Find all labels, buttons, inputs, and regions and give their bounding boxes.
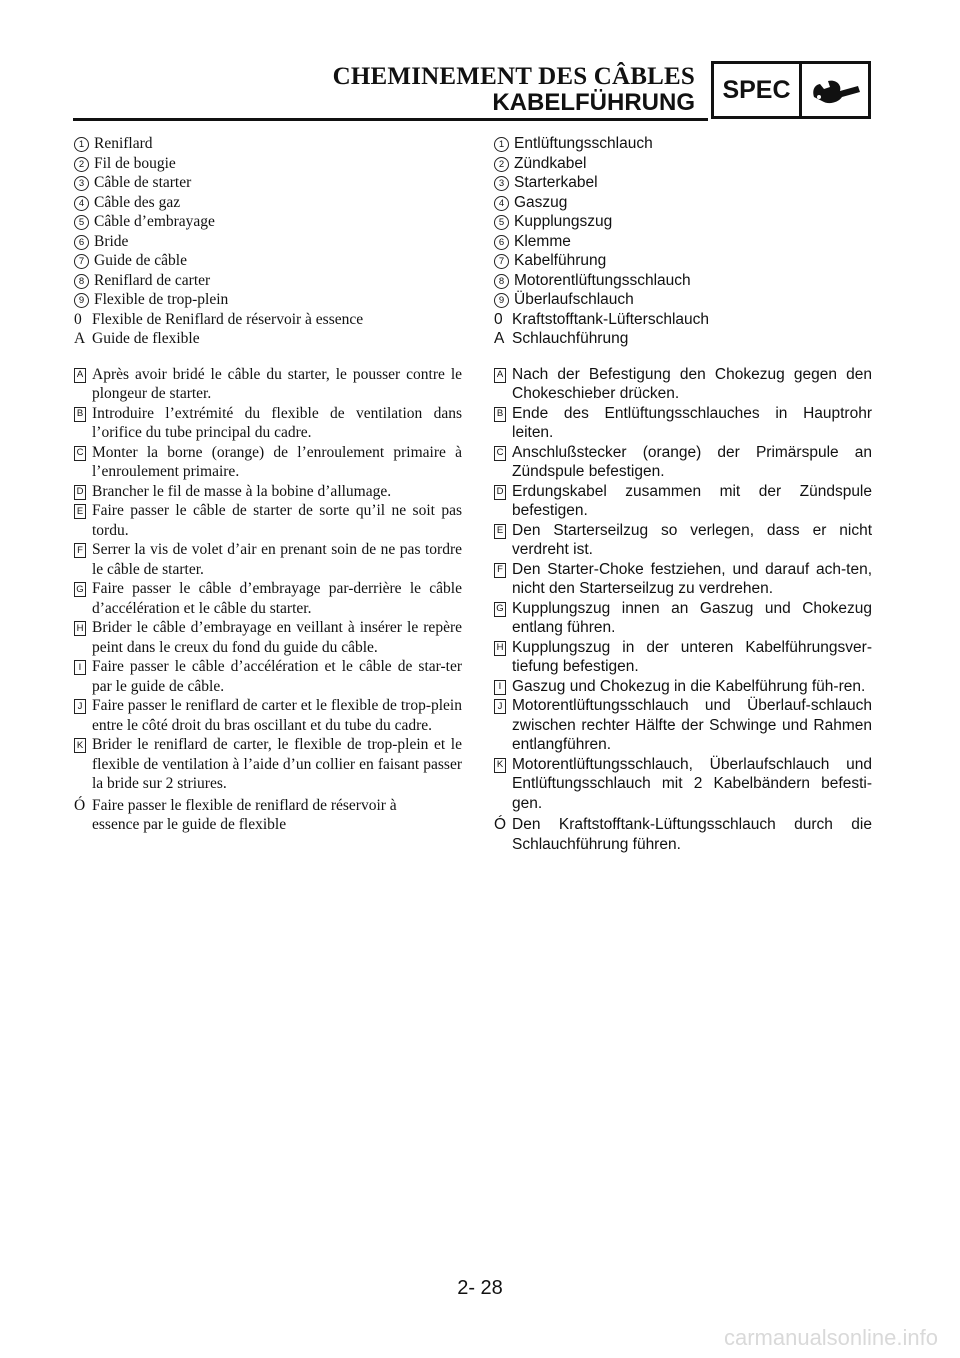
note-text: Ende des Entlüftungsschlauches in Hauptrohr leiten. bbox=[512, 404, 872, 441]
list-item bbox=[74, 173, 462, 193]
list-item bbox=[494, 212, 872, 232]
note-text: Anschlußstecker (orange) der Primärspule an Zündspule befestigen. bbox=[512, 443, 872, 480]
note-text: Faire passer le câble d’accélération et le câble de star-ter par le guide de câble. bbox=[92, 658, 462, 695]
note-text: Kupplungszug in der unteren Kabelführungsver-tiefung befestigen. bbox=[512, 638, 872, 675]
part-label: Reniflard bbox=[94, 135, 153, 152]
list-item bbox=[74, 290, 462, 310]
list-item bbox=[74, 365, 462, 404]
list-item bbox=[494, 560, 872, 599]
note-letter: K bbox=[494, 758, 506, 773]
part-label: Motorentlüftungsschlauch bbox=[514, 271, 691, 289]
callout-number: 4 bbox=[74, 196, 89, 211]
note-letter: G bbox=[494, 602, 506, 617]
note-text: Kupplungszug innen an Gaszug und Chokezug entlang führen. bbox=[512, 599, 872, 636]
spec-label: SPEC bbox=[714, 64, 802, 116]
page-number: 2- 28 bbox=[457, 1277, 503, 1299]
part-label: Starterkabel bbox=[514, 174, 598, 191]
list-item bbox=[74, 251, 462, 271]
part-label: Überlaufschlauch bbox=[514, 291, 634, 308]
list-item bbox=[494, 521, 872, 560]
list-item bbox=[494, 599, 872, 638]
list-item bbox=[494, 696, 872, 755]
part-label: Guide de flexible bbox=[92, 330, 200, 347]
list-item bbox=[74, 271, 462, 291]
list-item bbox=[74, 404, 462, 443]
note-text: Serrer la vis de volet d’air en prenant soin de ne pas tordre le câble de starter. bbox=[92, 541, 462, 578]
list-item bbox=[74, 501, 462, 540]
note-letter: A bbox=[74, 368, 86, 383]
list-item bbox=[494, 154, 872, 174]
note-text: Motorentlüftungsschlauch und Überlauf-schlauch zwischen rechter Hälfte der Schwinge und Rahmen entlangführen. bbox=[512, 697, 872, 753]
note-letter: J bbox=[494, 699, 506, 714]
list-item bbox=[74, 796, 462, 835]
callout-number: 0 bbox=[74, 310, 82, 328]
note-text: Faire passer le flexible de reniflard de réservoir à essence par le guide de flexible bbox=[92, 796, 397, 833]
section-title-fr: CHEMINEMENT DES CÂBLES bbox=[332, 63, 695, 90]
list-item bbox=[74, 310, 462, 330]
part-label: Fil de bougie bbox=[94, 154, 176, 172]
callout-number: 9 bbox=[74, 293, 89, 308]
callout-number: 2 bbox=[494, 157, 509, 172]
note-letter: J bbox=[74, 699, 86, 714]
callout-number: A bbox=[74, 330, 86, 347]
note-text: Den Starter-Choke festziehen, und darauf ach-ten, nicht den Starterseilzug zu verdrehen. bbox=[512, 560, 872, 597]
note-letter: C bbox=[494, 446, 506, 461]
callout-number: 8 bbox=[74, 274, 89, 289]
callout-number: 4 bbox=[494, 196, 509, 211]
list-item bbox=[494, 677, 872, 697]
callout-number: A bbox=[494, 330, 505, 347]
list-item bbox=[74, 212, 462, 232]
list-item bbox=[494, 271, 872, 291]
note-letter: I bbox=[494, 680, 506, 695]
list-item bbox=[494, 365, 872, 404]
list-item bbox=[494, 815, 872, 854]
note-text: Après avoir bridé le câble du starter, le pousser contre le plongeur de starter. bbox=[92, 365, 462, 402]
list-item bbox=[494, 443, 872, 482]
list-item bbox=[74, 232, 462, 252]
note-text: Den Kraftstofftank-Lüftungsschlauch durch die Schlauchführung führen. bbox=[512, 816, 872, 853]
note-text: Faire passer le câble de starter de sorte qu’il ne soit pas tordu. bbox=[92, 502, 462, 539]
part-label: Kraftstofftank-Lüfterschlauch bbox=[512, 310, 710, 328]
note-text: Brider le reniflard de carter, le flexible de trop-plein et le flexible de ventilation à l’aide d’un collier en faisant passer la bride sur 2 striures. bbox=[92, 736, 462, 792]
note-letter: I bbox=[74, 660, 86, 675]
list-item bbox=[74, 540, 462, 579]
part-label: Gaszug bbox=[514, 193, 568, 211]
list-item bbox=[74, 657, 462, 696]
wrench-icon bbox=[802, 64, 868, 116]
list-item bbox=[74, 735, 462, 794]
callout-number: 5 bbox=[74, 215, 89, 230]
part-label: Guide de câble bbox=[94, 252, 187, 269]
list-item bbox=[494, 251, 872, 271]
french-column bbox=[74, 134, 462, 835]
list-item bbox=[74, 579, 462, 618]
note-letter: E bbox=[74, 504, 86, 519]
note-text: Faire passer le câble d’embrayage par-derrière le câble d’accélération et le câble du starter. bbox=[92, 580, 462, 617]
list-item bbox=[74, 696, 462, 735]
part-label: Kupplungszug bbox=[514, 213, 613, 230]
list-item bbox=[74, 134, 462, 154]
note-text: Gaszug und Chokezug in die Kabelführung füh-ren. bbox=[512, 677, 866, 695]
list-item bbox=[494, 638, 872, 677]
list-item bbox=[494, 193, 872, 213]
callout-number: 5 bbox=[494, 215, 509, 230]
callout-number: 2 bbox=[74, 157, 89, 172]
part-label: Flexible de trop-plein bbox=[94, 291, 229, 308]
parts-list-de bbox=[494, 134, 872, 349]
note-text: Den Starterseilzug so verlegen, dass er nicht verdreht ist. bbox=[512, 521, 872, 558]
callout-number: 6 bbox=[494, 235, 509, 250]
list-item bbox=[494, 173, 872, 193]
part-label: Câble des gaz bbox=[94, 193, 181, 211]
note-text: Monter la borne (orange) de l’enroulement primaire à l’enroulement primaire. bbox=[92, 443, 462, 480]
part-label: Flexible de Reniflard de réservoir à essence bbox=[92, 310, 364, 328]
callout-number: 9 bbox=[494, 293, 509, 308]
header-rule bbox=[73, 118, 708, 121]
note-letter: B bbox=[74, 407, 86, 422]
section-title-de: KABELFÜHRUNG bbox=[492, 89, 695, 116]
note-letter: H bbox=[74, 621, 86, 636]
part-label: Zündkabel bbox=[514, 154, 587, 172]
note-letter: Ó bbox=[74, 796, 86, 814]
note-text: Introduire l’extrémité du flexible de ventilation dans l’orifice du tube principal du cadre. bbox=[92, 404, 462, 441]
note-text: Brider le câble d’embrayage en veillant à insérer le repère peint dans le creux du fond du guide du câble. bbox=[92, 619, 462, 656]
callout-number: 7 bbox=[494, 254, 509, 269]
part-label: Câble de starter bbox=[94, 174, 192, 191]
list-item bbox=[494, 134, 872, 154]
list-item bbox=[494, 482, 872, 521]
note-letter: E bbox=[494, 524, 506, 539]
list-item bbox=[74, 329, 462, 349]
list-item bbox=[494, 329, 872, 349]
callout-number: 3 bbox=[494, 176, 509, 191]
note-letter: C bbox=[74, 446, 86, 461]
callout-number: 7 bbox=[74, 254, 89, 269]
part-label: Reniflard de carter bbox=[94, 271, 211, 289]
callout-number: 3 bbox=[74, 176, 89, 191]
callout-number: 6 bbox=[74, 235, 89, 250]
callout-number: 8 bbox=[494, 274, 509, 289]
note-letter: G bbox=[74, 582, 86, 597]
list-item bbox=[74, 443, 462, 482]
list-item bbox=[74, 482, 462, 502]
part-label: Câble d’embrayage bbox=[94, 213, 215, 230]
note-text: Nach der Befestigung den Chokezug gegen den Chokeschieber drücken. bbox=[512, 365, 872, 402]
callout-number: 1 bbox=[74, 137, 89, 152]
note-text: Faire passer le reniflard de carter et le flexible de trop-plein entre le côté droit du bras oscillant et du tube du cadre. bbox=[92, 697, 462, 734]
part-label: Kabelführung bbox=[514, 252, 607, 269]
note-letter: Ó bbox=[494, 816, 507, 833]
part-label: Schlauchführung bbox=[512, 330, 629, 347]
note-letter: F bbox=[494, 563, 506, 578]
note-text: Erdungskabel zusammen mit der Zündspule befestigen. bbox=[512, 482, 872, 519]
list-item bbox=[494, 310, 872, 330]
part-label: Entlüftungsschlauch bbox=[514, 135, 653, 152]
note-letter: H bbox=[494, 641, 506, 656]
note-letter: F bbox=[74, 543, 86, 558]
callout-number: 0 bbox=[494, 310, 503, 328]
list-item bbox=[74, 618, 462, 657]
list-item bbox=[74, 154, 462, 174]
part-label: Bride bbox=[94, 232, 129, 250]
parts-list-fr bbox=[74, 134, 462, 349]
spec-box bbox=[711, 61, 871, 119]
notes-list-de bbox=[494, 365, 872, 855]
german-column bbox=[494, 134, 872, 854]
list-item bbox=[74, 193, 462, 213]
note-text: Motorentlüftungsschlauch, Überlaufschlauch und Entlüftungsschlauch mit 2 Kabelbändern befesti-gen. bbox=[512, 755, 872, 812]
notes-list-fr bbox=[74, 365, 462, 835]
note-text: Brancher le fil de masse à la bobine d’allumage. bbox=[92, 482, 392, 500]
list-item bbox=[494, 404, 872, 443]
part-label: Klemme bbox=[514, 232, 571, 250]
note-letter: A bbox=[494, 368, 506, 383]
note-letter: D bbox=[494, 485, 506, 500]
list-item bbox=[494, 755, 872, 814]
note-letter: B bbox=[494, 407, 506, 422]
callout-number: 1 bbox=[494, 137, 509, 152]
note-letter: K bbox=[74, 738, 86, 753]
list-item bbox=[494, 232, 872, 252]
list-item bbox=[494, 290, 872, 310]
note-letter: D bbox=[74, 485, 86, 500]
watermark-link[interactable]: carmanualsonline.info bbox=[723, 1325, 938, 1350]
